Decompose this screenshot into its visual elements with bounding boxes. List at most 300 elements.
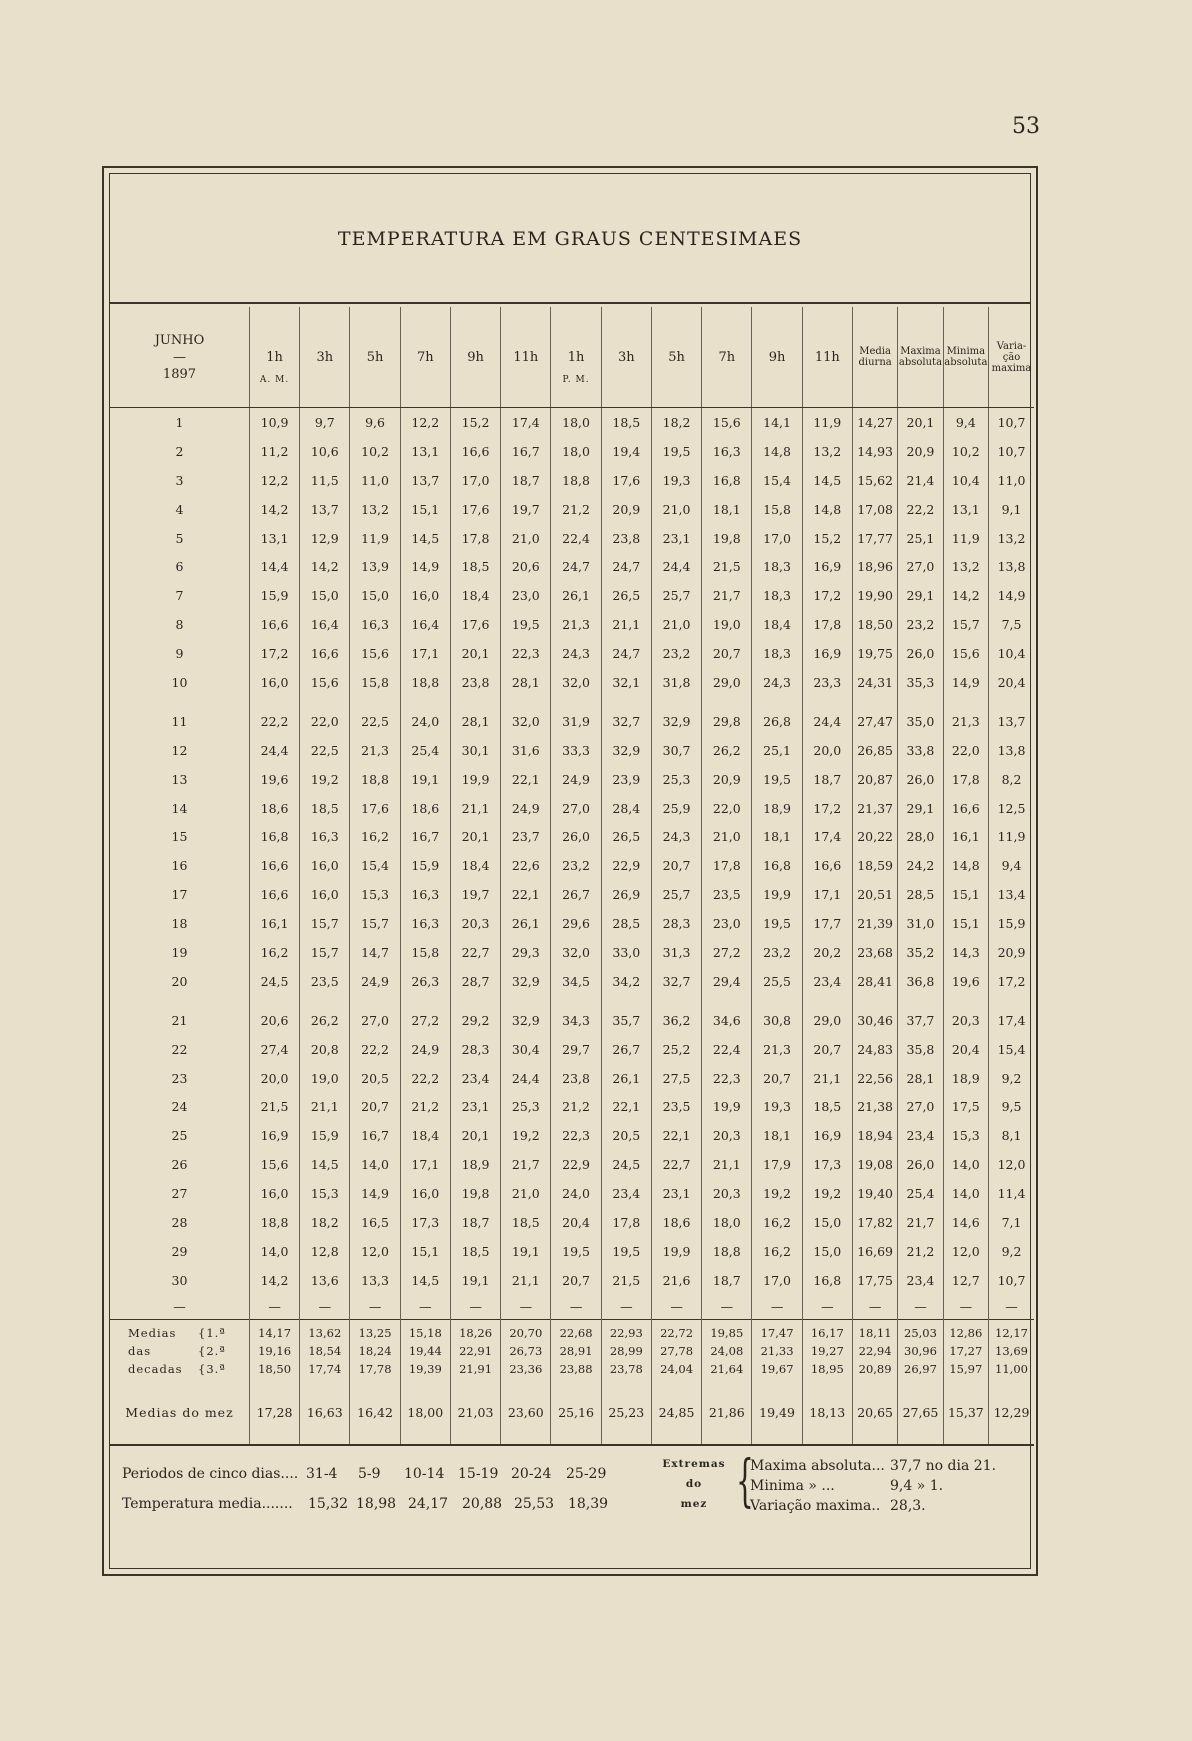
- temperature-cell: 28,4: [601, 794, 651, 823]
- decade-value: 18,50: [249, 1360, 299, 1382]
- temperature-cell: 18,7: [702, 1266, 752, 1295]
- temperature-cell: 21,6: [651, 1266, 701, 1295]
- temperature-cell: 17,1: [400, 639, 450, 668]
- temperature-cell: 9,2: [989, 1237, 1034, 1266]
- temperature-cell: 23,4: [898, 1121, 943, 1150]
- temperature-cell: 14,8: [802, 495, 852, 524]
- gap-cell: [350, 697, 400, 707]
- gap-cell: [702, 996, 752, 1006]
- temperature-cell: 17,75: [852, 1266, 897, 1295]
- temperature-cell: 12,0: [989, 1150, 1034, 1179]
- month-average-value: 15,37: [943, 1382, 988, 1445]
- temperature-cell: 17,4: [989, 1006, 1034, 1035]
- table-row: [110, 938, 1034, 967]
- temperature-cell: 14,6: [943, 1208, 988, 1237]
- temperature-cell: 22,7: [450, 938, 500, 967]
- month-average-value: 25,16: [551, 1382, 601, 1445]
- temperature-cell: 13,1: [943, 495, 988, 524]
- temperature-cell: 21,5: [249, 1092, 299, 1121]
- temperature-cell: 23,2: [752, 938, 802, 967]
- temperature-cell: 30,4: [501, 1035, 551, 1064]
- temperature-cell: 22,3: [501, 639, 551, 668]
- temperature-cell: 17,0: [752, 524, 802, 553]
- temperature-cell: 14,0: [249, 1237, 299, 1266]
- decade-value: 30,96: [898, 1342, 943, 1360]
- temperature-cell: 13,2: [802, 437, 852, 466]
- temperature-cell: 20,7: [702, 639, 752, 668]
- gap-cell: [110, 996, 249, 1006]
- decade-value: 16,17: [802, 1319, 852, 1342]
- table-frame: [102, 166, 1038, 1576]
- temperature-cell: 16,3: [400, 909, 450, 938]
- temperature-cell: 13,7: [989, 707, 1034, 736]
- decade-value: 17,74: [300, 1360, 350, 1382]
- temperature-cell: 11,4: [989, 1179, 1034, 1208]
- day-number: 17: [171, 887, 188, 903]
- day-number: 15: [171, 829, 188, 845]
- periods-row: [122, 1466, 1022, 1486]
- temperature-cell: 17,82: [852, 1208, 897, 1237]
- temperature-cell: 21,1: [802, 1064, 852, 1093]
- temperature-cell: 18,5: [300, 794, 350, 823]
- decade-value: 25,03: [898, 1319, 943, 1342]
- temperature-cell: 19,6: [249, 765, 299, 794]
- table-row: [110, 1064, 1034, 1093]
- temperature-cell: 15,6: [350, 639, 400, 668]
- temperature-cell: 7,1: [989, 1208, 1034, 1237]
- decade-label-text: das: [128, 1343, 152, 1358]
- temperature-cell: 23,2: [898, 610, 943, 639]
- temperature-cell: 9,4: [943, 408, 988, 437]
- temperature-cell: 21,0: [651, 495, 701, 524]
- dash-cell: —: [400, 1295, 450, 1320]
- temperature-cell: 14,9: [989, 581, 1034, 610]
- month-average-value: 25,23: [601, 1382, 651, 1445]
- day-number: 19: [171, 944, 188, 960]
- temperature-cell: 24,9: [400, 1035, 450, 1064]
- temperature-cell: 17,4: [802, 822, 852, 851]
- temperature-cell: 17,2: [802, 581, 852, 610]
- temperature-cell: 22,5: [300, 736, 350, 765]
- temperature-cell: 16,8: [802, 1266, 852, 1295]
- table-row: [110, 1150, 1034, 1179]
- gap-cell: [651, 697, 701, 707]
- decade-value: 23,88: [551, 1360, 601, 1382]
- month-header: [110, 307, 249, 408]
- temperature-cell: 15,9: [300, 1121, 350, 1150]
- temperature-cell: 33,3: [551, 736, 601, 765]
- temperature-cell: 19,2: [300, 765, 350, 794]
- temperature-cell: 18,2: [300, 1208, 350, 1237]
- dash-cell: —: [989, 1295, 1034, 1320]
- temperature-cell: 28,3: [651, 909, 701, 938]
- temperature-cell: 25,2: [651, 1035, 701, 1064]
- temperature-cell: 27,5: [651, 1064, 701, 1093]
- temperature-cell: 14,9: [350, 1179, 400, 1208]
- temperature-cell: 10,9: [249, 408, 299, 437]
- temperature-cell: 16,6: [249, 880, 299, 909]
- temperature-cell: 15,4: [989, 1035, 1034, 1064]
- temperature-cell: 14,5: [300, 1150, 350, 1179]
- temperature-cell: 28,1: [450, 707, 500, 736]
- decade-value: 19,67: [752, 1360, 802, 1382]
- gap-cell: [651, 996, 701, 1006]
- temperature-cell: 23,8: [601, 524, 651, 553]
- temperature-cell: 15,9: [400, 851, 450, 880]
- temperature-cell: 19,7: [501, 495, 551, 524]
- temperature-cell: 22,0: [943, 736, 988, 765]
- temperature-cell: 17,2: [802, 794, 852, 823]
- temperature-cell: 25,4: [898, 1179, 943, 1208]
- temperature-cell: 18,4: [752, 610, 802, 639]
- temperature-cell: 23,5: [651, 1092, 701, 1121]
- temperature-cell: 26,0: [898, 639, 943, 668]
- decade-average-row: [110, 1360, 1034, 1382]
- temperature-cell: 16,0: [249, 668, 299, 697]
- decade-value: 13,25: [350, 1319, 400, 1342]
- decade-value: 22,91: [450, 1342, 500, 1360]
- hour-header: 5h: [651, 307, 701, 408]
- temperature-cell: 11,9: [943, 524, 988, 553]
- temperature-cell: 11,5: [300, 466, 350, 495]
- day-number: 8: [175, 617, 184, 633]
- temperature-cell: 31,9: [551, 707, 601, 736]
- gap-cell: [752, 697, 802, 707]
- temperature-cell: 27,0: [551, 794, 601, 823]
- temperature-value: 18,39: [568, 1496, 609, 1512]
- header-row: [110, 307, 1034, 408]
- temperature-cell: 16,6: [450, 437, 500, 466]
- decade-value: 18,11: [852, 1319, 897, 1342]
- decade-number: {1.ª: [198, 1325, 226, 1340]
- temperature-cell: 27,0: [898, 1092, 943, 1121]
- temperature-cell: 32,9: [601, 736, 651, 765]
- gap-cell: [249, 996, 299, 1006]
- decade-average-row: [110, 1342, 1034, 1360]
- decade-value: 20,70: [501, 1319, 551, 1342]
- temperature-cell: 15,6: [943, 639, 988, 668]
- decade-label: [110, 1319, 249, 1342]
- temperature-cell: 18,8: [702, 1237, 752, 1266]
- temperature-cell: 21,1: [601, 610, 651, 639]
- temperature-cell: 12,9: [300, 524, 350, 553]
- month-label: JUNHO: [154, 332, 205, 348]
- temperature-cell: 23,4: [601, 1179, 651, 1208]
- temperature-cell: 17,8: [943, 765, 988, 794]
- decade-value: 21,91: [450, 1360, 500, 1382]
- temperature-cell: 22,4: [702, 1035, 752, 1064]
- hour-header: 1h A. M.: [249, 307, 299, 408]
- temperature-cell: 27,2: [400, 1006, 450, 1035]
- gap-cell: [943, 996, 988, 1006]
- temperature-cell: 15,8: [400, 938, 450, 967]
- temperature-cell: 29,4: [702, 967, 752, 996]
- temperature-cell: 14,2: [300, 552, 350, 581]
- day-number: 2: [175, 443, 184, 459]
- temperature-cell: 22,2: [249, 707, 299, 736]
- temperature-cell: 29,0: [802, 1006, 852, 1035]
- temperature-cell: 22,2: [350, 1035, 400, 1064]
- temperature-cell: 20,2: [802, 938, 852, 967]
- temperature-cell: 21,2: [400, 1092, 450, 1121]
- temperature-cell: 26,85: [852, 736, 897, 765]
- day-number: 29: [171, 1243, 188, 1259]
- dash-cell: —: [551, 1295, 601, 1320]
- table-row: [110, 1092, 1034, 1121]
- month-average-value: 17,28: [249, 1382, 299, 1445]
- dash-cell: —: [852, 1295, 897, 1320]
- temperature-cell: 12,7: [943, 1266, 988, 1295]
- periods-label: Periodos de cinco dias....: [122, 1466, 299, 1482]
- temperature-cell: 20,8: [300, 1035, 350, 1064]
- day-number: 3: [175, 472, 184, 488]
- temperature-cell: 9,7: [300, 408, 350, 437]
- temperature-cell: 20,4: [943, 1035, 988, 1064]
- temperature-cell: 24,4: [651, 552, 701, 581]
- decade-average-row: [110, 1319, 1034, 1342]
- table-row: [110, 668, 1034, 697]
- temperature-cell: 17,1: [802, 880, 852, 909]
- temperature-cell: 19,9: [450, 765, 500, 794]
- temperature-cell: 23,9: [601, 765, 651, 794]
- temperature-cell: 18,0: [702, 1208, 752, 1237]
- temperature-cell: 22,1: [601, 1092, 651, 1121]
- temperature-cell: 21,7: [898, 1208, 943, 1237]
- temperature-cell: 13,1: [400, 437, 450, 466]
- day-number: 6: [175, 559, 184, 575]
- temperature-cell: 20,7: [802, 1035, 852, 1064]
- hour-header: 7h: [702, 307, 752, 408]
- temperature-cell: 21,3: [943, 707, 988, 736]
- temperature-cell: 19,75: [852, 639, 897, 668]
- temperature-cell: 16,2: [752, 1208, 802, 1237]
- hour-header: 9h: [752, 307, 802, 408]
- temperature-cell: 25,3: [651, 765, 701, 794]
- decade-value: 13,62: [300, 1319, 350, 1342]
- day-number: 26: [171, 1157, 188, 1173]
- table-row: [110, 437, 1034, 466]
- temperature-cell: 35,2: [898, 938, 943, 967]
- temperature-cell: 34,6: [702, 1006, 752, 1035]
- temperature-cell: 26,3: [400, 967, 450, 996]
- temperature-cell: 31,0: [898, 909, 943, 938]
- temperature-value: 18,98: [356, 1496, 397, 1512]
- temperature-cell: 28,41: [852, 967, 897, 996]
- temperature-cell: 25,5: [752, 967, 802, 996]
- temperature-cell: 14,2: [249, 495, 299, 524]
- temperature-cell: 33,8: [898, 736, 943, 765]
- day-number: 16: [171, 858, 188, 874]
- temperature-cell: 24,7: [601, 639, 651, 668]
- temperature-cell: 20,6: [249, 1006, 299, 1035]
- temperature-cell: 24,0: [400, 707, 450, 736]
- temperature-cell: 18,5: [501, 1208, 551, 1237]
- day-number: 24: [171, 1099, 188, 1115]
- decade-value: 15,97: [943, 1360, 988, 1382]
- temperature-cell: 19,40: [852, 1179, 897, 1208]
- temperature-cell: 10,4: [943, 466, 988, 495]
- temperature-cell: 22,56: [852, 1064, 897, 1093]
- gap-cell: [852, 996, 897, 1006]
- extreme-label: Minima » ...: [750, 1478, 835, 1494]
- temperature-cell: 18,8: [249, 1208, 299, 1237]
- temperature-cell: 22,1: [501, 880, 551, 909]
- temperature-cell: 15,3: [350, 880, 400, 909]
- temperature-cell: 21,2: [551, 1092, 601, 1121]
- temperature-cell: 17,7: [802, 909, 852, 938]
- temperature-cell: 10,7: [989, 437, 1034, 466]
- temperature-cell: 22,2: [898, 495, 943, 524]
- temperature-cell: 25,4: [400, 736, 450, 765]
- temperature-cell: 18,6: [400, 794, 450, 823]
- temperature-cell: 9,5: [989, 1092, 1034, 1121]
- month-average-value: 20,65: [852, 1382, 897, 1445]
- temperature-cell: 30,7: [651, 736, 701, 765]
- temperature-cell: 26,8: [752, 707, 802, 736]
- temperature-cell: 21,39: [852, 909, 897, 938]
- table-row: [110, 524, 1034, 553]
- temperature-cell: 20,7: [752, 1064, 802, 1093]
- table-row: [110, 1237, 1034, 1266]
- temperature-cell: 18,5: [450, 1237, 500, 1266]
- temperature-cell: 21,0: [501, 524, 551, 553]
- decade-value: 27,78: [651, 1342, 701, 1360]
- temperature-cell: 26,1: [551, 581, 601, 610]
- gap-cell: [852, 697, 897, 707]
- day-number: 13: [171, 771, 188, 787]
- gap-cell: [943, 697, 988, 707]
- temperature-cell: 32,7: [601, 707, 651, 736]
- decade-value: 18,24: [350, 1342, 400, 1360]
- temperature-cell: 21,1: [501, 1266, 551, 1295]
- temperature-cell: 32,0: [501, 707, 551, 736]
- maxima-header: Maxima absoluta: [898, 307, 943, 408]
- day-number: 18: [171, 916, 188, 932]
- decade-value: 22,72: [651, 1319, 701, 1342]
- temperature-cell: 13,8: [989, 736, 1034, 765]
- temperature-cell: 23,4: [802, 967, 852, 996]
- temperature-cell: 23,1: [651, 524, 701, 553]
- temperature-cell: 15,4: [752, 466, 802, 495]
- temperature-cell: 19,5: [601, 1237, 651, 1266]
- temperature-cell: 32,0: [551, 668, 601, 697]
- temperature-cell: 23,8: [551, 1064, 601, 1093]
- temperature-cell: 13,7: [300, 495, 350, 524]
- temperature-cell: 20,1: [450, 1121, 500, 1150]
- temperature-cell: 11,9: [802, 408, 852, 437]
- temperature-cell: 14,8: [752, 437, 802, 466]
- temperature-cell: 18,5: [450, 552, 500, 581]
- decade-value: 28,91: [551, 1342, 601, 1360]
- temperature-cell: 22,3: [702, 1064, 752, 1093]
- temperature-cell: 24,3: [551, 639, 601, 668]
- dash-cell: —: [702, 1295, 752, 1320]
- temperature-cell: 15,9: [249, 581, 299, 610]
- table-row: [110, 495, 1034, 524]
- temperature-cell: 13,4: [989, 880, 1034, 909]
- temperature-cell: 13,2: [989, 524, 1034, 553]
- gap-cell: [501, 996, 551, 1006]
- table-body: [110, 408, 1034, 1445]
- temperature-cell: 17,6: [350, 794, 400, 823]
- temperature-cell: 22,2: [400, 1064, 450, 1093]
- decade-value: 21,33: [752, 1342, 802, 1360]
- temperature-cell: 16,9: [802, 639, 852, 668]
- temperature-cell: 23,68: [852, 938, 897, 967]
- table-row: [110, 466, 1034, 495]
- temperature-cell: 16,6: [802, 851, 852, 880]
- temperature-cell: 15,2: [450, 408, 500, 437]
- table-row: [110, 1121, 1034, 1150]
- decade-value: 23,36: [501, 1360, 551, 1382]
- gap-cell: [300, 697, 350, 707]
- temperature-cell: 32,9: [501, 1006, 551, 1035]
- table-row: [110, 851, 1034, 880]
- temperature-cell: 19,9: [651, 1237, 701, 1266]
- table-row: [110, 1208, 1034, 1237]
- temperature-cell: 20,7: [551, 1266, 601, 1295]
- decade-value: 19,16: [249, 1342, 299, 1360]
- temperature-cell: 21,1: [702, 1150, 752, 1179]
- month-average-label: Medias do mez: [110, 1382, 249, 1445]
- title-divider: [110, 302, 1030, 304]
- temperature-cell: 20,7: [350, 1092, 400, 1121]
- temperature-cell: 21,3: [752, 1035, 802, 1064]
- temperature-cell: 19,2: [752, 1179, 802, 1208]
- table-frame-inner: [109, 173, 1031, 1569]
- temperature-cell: 19,8: [702, 524, 752, 553]
- temperature-cell: 13,7: [400, 466, 450, 495]
- gap-cell: [702, 697, 752, 707]
- temperature-cell: 22,7: [651, 1150, 701, 1179]
- temperature-cell: 15,3: [943, 1121, 988, 1150]
- temperature-cell: 17,6: [601, 466, 651, 495]
- temperature-cell: 21,3: [350, 736, 400, 765]
- temperature-cell: 32,9: [651, 707, 701, 736]
- temperature-cell: 10,7: [989, 408, 1034, 437]
- temperature-cell: 16,0: [400, 581, 450, 610]
- temperature-cell: 27,0: [350, 1006, 400, 1035]
- month-average-value: 16,42: [350, 1382, 400, 1445]
- temperature-cell: 23,8: [450, 668, 500, 697]
- temperature-cell: 15,1: [400, 1237, 450, 1266]
- temperature-cell: 17,0: [450, 466, 500, 495]
- temperature-cell: 21,0: [501, 1179, 551, 1208]
- temperature-cell: 18,3: [752, 552, 802, 581]
- temperature-cell: 18,94: [852, 1121, 897, 1150]
- temperature-cell: 14,5: [802, 466, 852, 495]
- temperature-cell: 15,6: [702, 408, 752, 437]
- decade-value: 18,54: [300, 1342, 350, 1360]
- temperature-cell: 18,8: [551, 466, 601, 495]
- temperature-cell: 9,2: [989, 1064, 1034, 1093]
- temperature-cell: 26,1: [601, 1064, 651, 1093]
- temperature-cell: 22,3: [551, 1121, 601, 1150]
- decade-gap: [110, 697, 1034, 707]
- temperature-cell: 19,5: [752, 765, 802, 794]
- temperature-cell: 28,5: [898, 880, 943, 909]
- page-number: 53: [1012, 114, 1040, 139]
- gap-cell: [802, 996, 852, 1006]
- extremas-label: do: [685, 1478, 703, 1490]
- decade-value: 19,44: [400, 1342, 450, 1360]
- temperature-cell: 20,6: [501, 552, 551, 581]
- temperature-cell: 14,3: [943, 938, 988, 967]
- extreme-label: Maxima absoluta...: [750, 1458, 885, 1474]
- gap-cell: [601, 697, 651, 707]
- temperature-cell: 10,2: [350, 437, 400, 466]
- temperature-cell: 27,4: [249, 1035, 299, 1064]
